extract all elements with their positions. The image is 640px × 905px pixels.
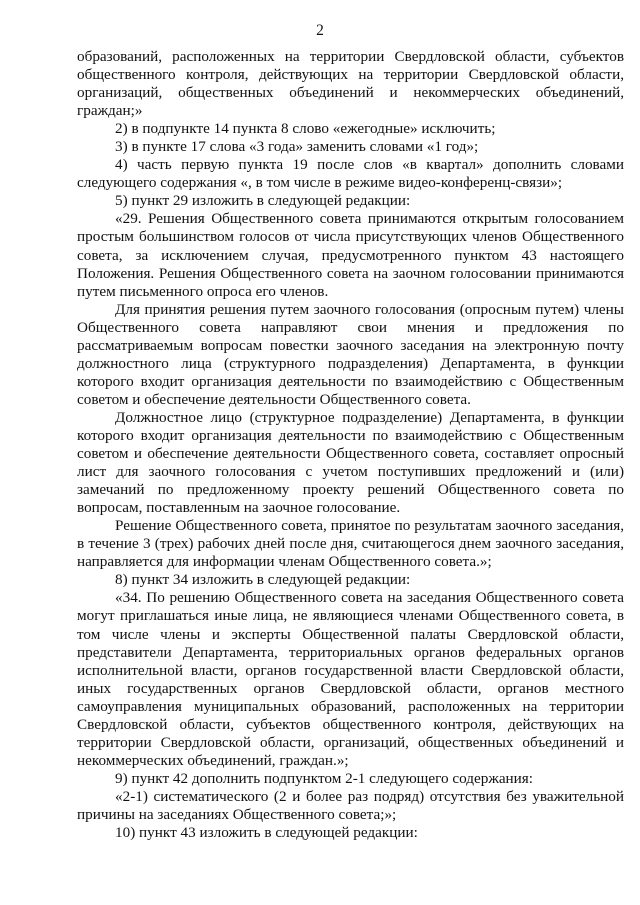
paragraph: «29. Решения Общественного совета принимаются открытым голосованием простым большинством голосов от числа присутствующих членов Общественного совета, за исключением случая, предусмотренного пунктом 43 настоящего Положения. Решения Общественного совета на заочном голосовании принимаются путем письменного опроса его членов. (77, 210, 624, 300)
paragraph: 3) в пункте 17 слова «3 года» заменить словами «1 год»; (115, 138, 479, 156)
paragraph: 4) часть первую пункта 19 после слов «в квартал» дополнить словами следующего содержания «, в том числе в режиме видео-конференц-связи»; (77, 156, 624, 192)
paragraph: Для принятия решения путем заочного голосования (опросным путем) члены Общественного совета направляют свои мнения и предложения по рассматриваемым вопросам повестки заочного заседания на электронную почту должностного лица (структурного подразделения) Департамента, в функции которого входит организация деятельности по взаимодействию с Общественным советом и обеспечение деятельности Общественного совета. (77, 300, 624, 408)
paragraph: Решение Общественного совета, принятое по результатам заочного заседания, в течение 3 (трех) рабочих дней после дня, считающегося днем заочного заседания, направляется для информации членам Общественного совета.»; (77, 517, 624, 571)
paragraph: Должностное лицо (структурное подразделение) Департамента, в функции которого входит организация деятельности по взаимодействию с Общественным советом и обеспечение деятельности Общественного совета, составляет опросный лист для заочного голосования с учетом поступивших предложений и (или) замечаний по предложенному проекту решений Общественного совета по вопросам, поставленным на заочное голосование. (77, 408, 624, 517)
paragraph: «2-1) систематического (2 и более раз подряд) отсутствия без уважительной причины на заседаниях Общественного совета;»; (77, 787, 624, 823)
document-body (77, 48, 624, 842)
paragraph: «34. По решению Общественного совета на заседания Общественного совета могут приглашаться иные лица, не являющиеся членами Общественного совета, в том числе члены и эксперты Общественной палаты Свердловской области, представители Департамента, территориальных органов федеральных органов исполнительной власти, органов государственной власти Свердловской области, иных государственных органов Свердловской области, органов местного самоуправления муниципальных образований, расположенных на территории Свердловской области, субъектов общественного контроля, действующих на территории Свердловской области, организаций, общественных объединений и некоммерческих объединений, граждан.»; (77, 589, 624, 769)
paragraph: 2) в подпункте 14 пункта 8 слово «ежегодные» исключить; (115, 120, 496, 138)
paragraph: образований, расположенных на территории Свердловской области, субъектов общественного контроля, действующих на территории Свердловской области, организаций, общественных объединений и некоммерческих объединений, граждан;» (77, 48, 624, 120)
paragraph: 5) пункт 29 изложить в следующей редакции: (115, 192, 411, 210)
paragraph: 9) пункт 42 дополнить подпунктом 2-1 следующего содержания: (115, 769, 534, 787)
page-number: 2 (316, 22, 324, 39)
paragraph: 8) пункт 34 изложить в следующей редакции: (115, 571, 411, 589)
paragraph: 10) пункт 43 изложить в следующей редакции: (115, 824, 418, 842)
